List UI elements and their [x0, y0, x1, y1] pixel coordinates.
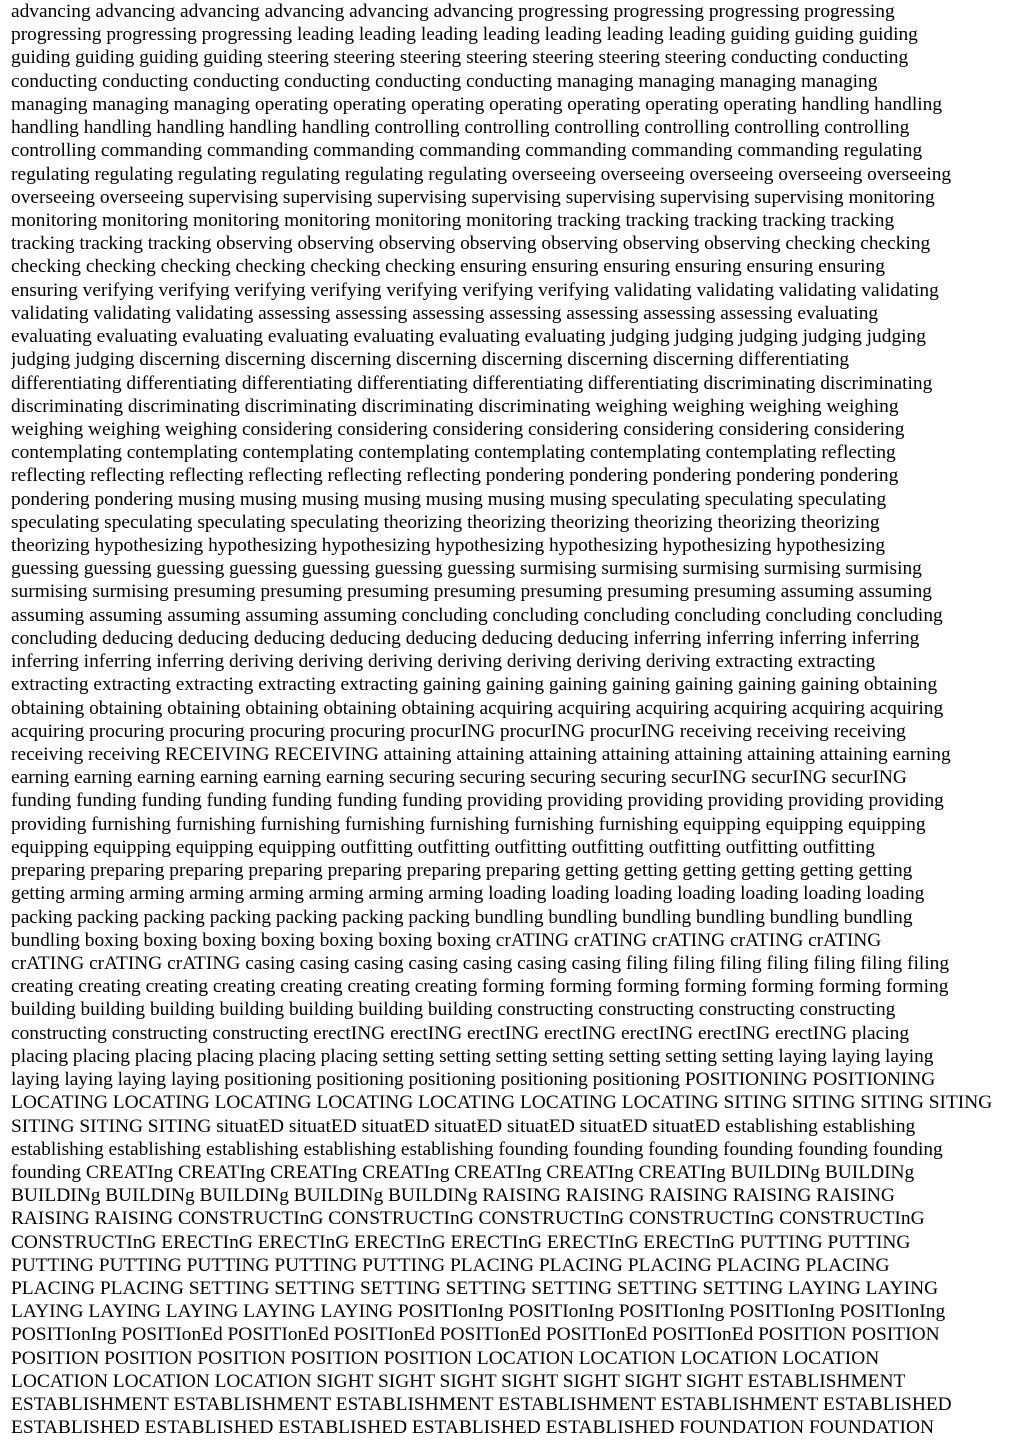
- text-line: judging judging discerning discerning discerning discerning discerning discerning discerning differentiating: [11, 349, 850, 371]
- text-line: overseeing overseeing supervising supervising supervising supervising supervising supervising supervising monitoring: [11, 186, 935, 208]
- text-line: monitoring monitoring monitoring monitoring monitoring monitoring tracking tracking tracking tracking tracking: [11, 209, 895, 231]
- text-line: surmising surmising presuming presuming presuming presuming presuming presuming presuming assuming assuming: [11, 581, 932, 603]
- text-line: acquiring procuring procuring procuring procuring procurING procurING procurING receiving receiving receiving: [11, 720, 906, 742]
- text-line: pondering pondering musing musing musing musing musing musing musing speculating speculating speculating: [11, 488, 887, 510]
- text-line: providing furnishing furnishing furnishing furnishing furnishing furnishing furnishing equipping equipping equipping: [11, 813, 926, 835]
- text-line: LAYING LAYING LAYING LAYING LAYING POSITIonIng POSITIonIng POSITIonIng POSITIonIng POSITIonIng: [11, 1301, 946, 1323]
- text-line: obtaining obtaining obtaining obtaining obtaining obtaining acquiring acquiring acquiring acquiring acquiring acquiring: [11, 697, 944, 719]
- text-line: SITING SITING SITING situatED situatED situatED situatED situatED situatED situatED establishing establishing: [11, 1115, 916, 1137]
- text-line: extracting extracting extracting extracting extracting gaining gaining gaining gaining gaining gaining gaining obtaining: [11, 674, 938, 696]
- text-line: constructing constructing constructing erectING erectING erectING erectING erectING erectING erectING placing: [11, 1022, 910, 1044]
- text-line: PUTTING PUTTING PUTTING PUTTING PUTTING PLACING PLACING PLACING PLACING PLACING: [11, 1254, 890, 1276]
- text-line: managing managing managing operating operating operating operating operating operating operating handling handling: [11, 93, 943, 115]
- text-line: ESTABLISHMENT ESTABLISHMENT ESTABLISHMENT ESTABLISHMENT ESTABLISHMENT ESTABLISHED: [11, 1394, 952, 1416]
- text-line: ensuring verifying verifying verifying verifying verifying verifying verifying validating validating validating validating: [11, 279, 939, 301]
- text-line: concluding deducing deducing deducing deducing deducing deducing deducing inferring inferring inferring inferring: [11, 627, 920, 649]
- text-line: progressing progressing progressing leading leading leading leading leading leading leading guiding guiding guiding: [11, 24, 918, 46]
- text-line: weighing weighing weighing considering considering considering considering considering considering considering: [11, 418, 905, 440]
- text-line: PLACING PLACING SETTING SETTING SETTING SETTING SETTING SETTING SETTING LAYING LAYING: [11, 1278, 939, 1300]
- text-line: guessing guessing guessing guessing guessing guessing guessing surmising surmising surmising surmising surmising: [11, 558, 922, 580]
- text-line: contemplating contemplating contemplating contemplating contemplating contemplating contemplating reflecting: [11, 442, 896, 464]
- text-line: preparing preparing preparing preparing preparing preparing preparing getting getting getting getting getting getting: [11, 860, 913, 882]
- text-line: funding funding funding funding funding funding funding providing providing providing providing providing providing: [11, 790, 944, 812]
- text-line: tracking tracking tracking observing observing observing observing observing observing observing checking checking: [11, 233, 931, 255]
- text-line: discriminating discriminating discriminating discriminating discriminating weighing weighing weighing weighing: [11, 395, 899, 417]
- text-line: crATING crATING crATING casing casing casing casing casing casing casing filing filing filing filing filing filing filing: [11, 952, 950, 974]
- text-line: conducting conducting conducting conducting conducting conducting managing managing managing managing: [11, 70, 878, 92]
- text-line: assuming assuming assuming assuming assuming concluding concluding concluding concluding concluding concluding: [11, 604, 943, 626]
- text-line: ESTABLISHED ESTABLISHED ESTABLISHED ESTABLISHED ESTABLISHED FOUNDATION FOUNDATION: [11, 1417, 934, 1439]
- text-line: theorizing hypothesizing hypothesizing hypothesizing hypothesizing hypothesizing hypothesizing hypothesizing: [11, 535, 886, 557]
- text-line: BUILDINg BUILDINg BUILDINg BUILDINg BUILDINg RAISING RAISING RAISING RAISING RAISING: [11, 1185, 895, 1207]
- text-line: packing packing packing packing packing packing packing bundling bundling bundling bundling bundling bundling: [11, 906, 913, 928]
- document-body: [11, 0, 1019, 1440]
- text-line: guiding guiding guiding guiding steering steering steering steering steering steering steering conducting conducting: [11, 47, 909, 69]
- text-line: CONSTRUCTInG ERECTInG ERECTInG ERECTInG ERECTInG ERECTInG ERECTInG PUTTING PUTTING: [11, 1231, 911, 1253]
- text-line: controlling commanding commanding commanding commanding commanding commanding commanding regulating: [11, 140, 923, 162]
- text-line: equipping equipping equipping equipping outfitting outfitting outfitting outfitting outfitting outfitting outfitting: [11, 836, 875, 858]
- text-line: checking checking checking checking checking checking ensuring ensuring ensuring ensuring ensuring ensuring: [11, 256, 885, 278]
- text-line: getting arming arming arming arming arming arming arming loading loading loading loading loading loading loading: [11, 883, 925, 905]
- text-line: receiving receiving RECEIVING RECEIVING attaining attaining attaining attaining attaining attaining attaining earning: [11, 744, 951, 765]
- text-line: earning earning earning earning earning earning securing securing securing securing securING securING securING: [11, 767, 907, 789]
- text-line: LOCATING LOCATING LOCATING LOCATING LOCATING LOCATING LOCATING SITING SITING SITING SITING: [11, 1092, 993, 1114]
- text-line: POSITIonIng POSITIonEd POSITIonEd POSITIonEd POSITIonEd POSITIonEd POSITIonEd POSITION POSITION: [11, 1324, 940, 1346]
- text-line: validating validating validating assessing assessing assessing assessing assessing assessing assessing evaluating: [11, 302, 879, 324]
- text-line: establishing establishing establishing establishing establishing founding founding founding founding founding founding: [11, 1138, 943, 1160]
- text-line: differentiating differentiating differentiating differentiating differentiating differentiating discriminating discriminating: [11, 372, 933, 394]
- text-line: speculating speculating speculating speculating theorizing theorizing theorizing theorizing theorizing theorizing: [11, 511, 880, 533]
- text-line: building building building building building building building constructing constructing constructing constructing: [11, 999, 896, 1021]
- text-line: bundling boxing boxing boxing boxing boxing boxing boxing crATING crATING crATING crATING crATING: [11, 929, 882, 951]
- text-line: reflecting reflecting reflecting reflecting reflecting reflecting pondering pondering pondering pondering pondering: [11, 465, 899, 487]
- text-line: POSITION POSITION POSITION POSITION POSITION LOCATION LOCATION LOCATION LOCATION: [11, 1347, 880, 1369]
- text-line: laying laying laying laying positioning positioning positioning positioning positioning POSITIONING POSITIONING: [11, 1069, 936, 1091]
- text-line: regulating regulating regulating regulating regulating regulating overseeing overseeing overseeing overseeing overseeing: [11, 163, 952, 185]
- text-line: LOCATION LOCATION LOCATION SIGHT SIGHT SIGHT SIGHT SIGHT SIGHT SIGHT ESTABLISHMENT: [11, 1370, 906, 1392]
- text-line: advancing advancing advancing advancing advancing advancing progressing progressing progressing progressing: [11, 1, 895, 22]
- text-line: handling handling handling handling handling controlling controlling controlling controlling controlling controlling: [11, 117, 910, 139]
- text-line: RAISING RAISING CONSTRUCTInG CONSTRUCTInG CONSTRUCTInG CONSTRUCTInG CONSTRUCTInG: [11, 1208, 925, 1230]
- text-line: creating creating creating creating creating creating creating forming forming forming forming forming forming forming: [11, 976, 949, 998]
- text-line: evaluating evaluating evaluating evaluating evaluating evaluating evaluating judging judging judging judging judging: [11, 326, 926, 348]
- text-line: placing placing placing placing placing placing setting setting setting setting setting setting setting laying laying laying: [11, 1045, 934, 1067]
- text-line: inferring inferring inferring deriving deriving deriving deriving deriving deriving deriving extracting extracting: [11, 651, 876, 673]
- text-line: founding CREATIng CREATIng CREATIng CREATIng CREATIng CREATIng CREATIng BUILDINg BUILDINg: [11, 1161, 915, 1183]
